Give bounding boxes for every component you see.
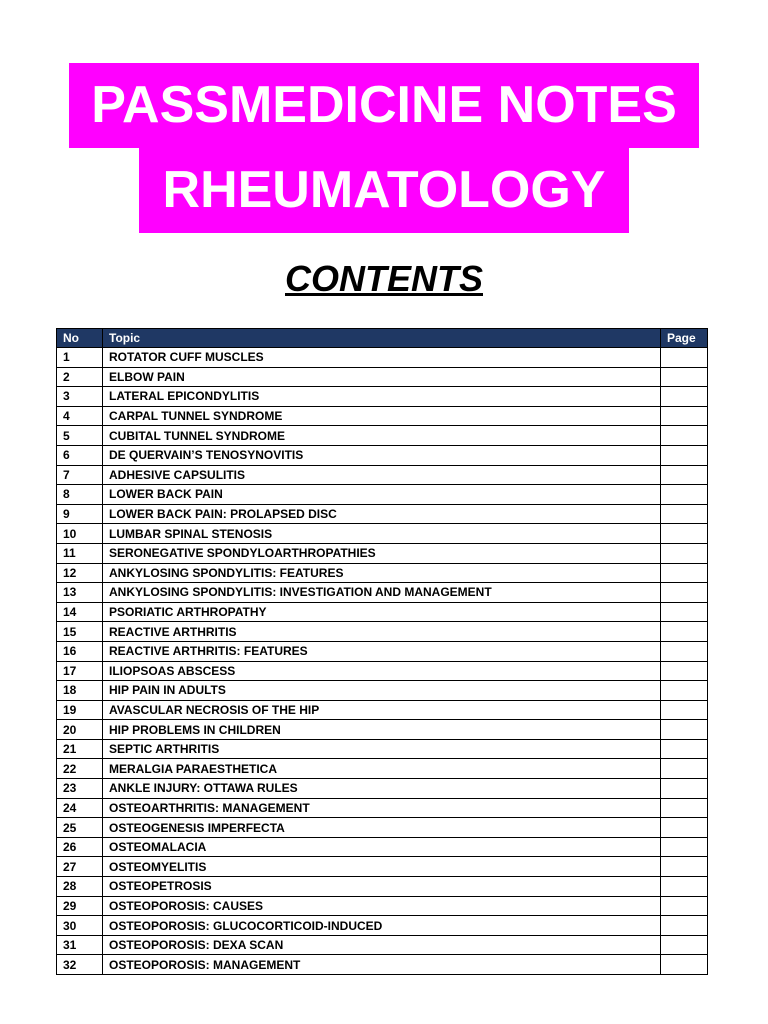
row-number: 3: [57, 387, 103, 407]
row-page: [661, 877, 708, 897]
row-number: 14: [57, 602, 103, 622]
row-topic: ANKLE INJURY: OTTAWA RULES: [103, 779, 661, 799]
table-row: [57, 818, 708, 838]
row-topic: LOWER BACK PAIN: [103, 485, 661, 505]
row-number: 20: [57, 720, 103, 740]
document-title: [69, 63, 699, 233]
table-row: [57, 661, 708, 681]
row-page: [661, 661, 708, 681]
row-topic: OSTEOPETROSIS: [103, 877, 661, 897]
row-page: [661, 896, 708, 916]
row-topic: OSTEOPOROSIS: GLUCOCORTICOID-INDUCED: [103, 916, 661, 936]
row-number: 22: [57, 759, 103, 779]
table-row: [57, 641, 708, 661]
table-row: [57, 759, 708, 779]
row-topic: OSTEOMYELITIS: [103, 857, 661, 877]
row-topic: OSTEOPOROSIS: DEXA SCAN: [103, 935, 661, 955]
table-row: [57, 681, 708, 701]
row-topic: ANKYLOSING SPONDYLITIS: INVESTIGATION AND MANAGEMENT: [103, 583, 661, 603]
row-topic: LATERAL EPICONDYLITIS: [103, 387, 661, 407]
table-row: [57, 700, 708, 720]
row-number: 15: [57, 622, 103, 642]
row-page: [661, 916, 708, 936]
header-no: No: [57, 329, 103, 348]
row-topic: ROTATOR CUFF MUSCLES: [103, 348, 661, 368]
row-page: [661, 485, 708, 505]
row-topic: REACTIVE ARTHRITIS: FEATURES: [103, 641, 661, 661]
row-page: [661, 445, 708, 465]
row-number: 28: [57, 877, 103, 897]
row-number: 2: [57, 367, 103, 387]
table-row: [57, 563, 708, 583]
row-topic: ELBOW PAIN: [103, 367, 661, 387]
row-number: 21: [57, 739, 103, 759]
contents-heading: CONTENTS: [285, 258, 483, 299]
row-number: 4: [57, 406, 103, 426]
row-number: 8: [57, 485, 103, 505]
row-page: [661, 641, 708, 661]
contents-table: [56, 328, 708, 975]
row-page: [661, 739, 708, 759]
table-row: [57, 916, 708, 936]
table-row: [57, 798, 708, 818]
table-row: [57, 367, 708, 387]
row-page: [661, 583, 708, 603]
row-page: [661, 681, 708, 701]
row-page: [661, 465, 708, 485]
title-line-2: RHEUMATOLOGY: [139, 148, 629, 233]
row-number: 1: [57, 348, 103, 368]
row-topic: ILIOPSOAS ABSCESS: [103, 661, 661, 681]
table-row: [57, 857, 708, 877]
row-number: 6: [57, 445, 103, 465]
table-row: [57, 465, 708, 485]
row-topic: ANKYLOSING SPONDYLITIS: FEATURES: [103, 563, 661, 583]
row-topic: REACTIVE ARTHRITIS: [103, 622, 661, 642]
row-page: [661, 387, 708, 407]
row-page: [661, 955, 708, 975]
table-row: [57, 406, 708, 426]
row-page: [661, 348, 708, 368]
row-number: 26: [57, 837, 103, 857]
row-number: 29: [57, 896, 103, 916]
row-page: [661, 602, 708, 622]
row-number: 17: [57, 661, 103, 681]
row-topic: OSTEOMALACIA: [103, 837, 661, 857]
row-number: 16: [57, 641, 103, 661]
table-row: [57, 543, 708, 563]
row-topic: CARPAL TUNNEL SYNDROME: [103, 406, 661, 426]
row-topic: ADHESIVE CAPSULITIS: [103, 465, 661, 485]
row-page: [661, 837, 708, 857]
table-row: [57, 348, 708, 368]
row-topic: OSTEOARTHRITIS: MANAGEMENT: [103, 798, 661, 818]
row-topic: LOWER BACK PAIN: PROLAPSED DISC: [103, 504, 661, 524]
row-page: [661, 700, 708, 720]
table-row: [57, 504, 708, 524]
table-row: [57, 935, 708, 955]
table-body: [57, 348, 708, 975]
table-row: [57, 739, 708, 759]
table-header-row: [57, 329, 708, 348]
row-number: 10: [57, 524, 103, 544]
row-page: [661, 367, 708, 387]
row-page: [661, 759, 708, 779]
table-row: [57, 955, 708, 975]
table-row: [57, 779, 708, 799]
row-page: [661, 406, 708, 426]
row-topic: PSORIATIC ARTHROPATHY: [103, 602, 661, 622]
header-page: Page: [661, 329, 708, 348]
row-number: 25: [57, 818, 103, 838]
table-row: [57, 896, 708, 916]
row-topic: OSTEOPOROSIS: CAUSES: [103, 896, 661, 916]
row-page: [661, 622, 708, 642]
row-page: [661, 524, 708, 544]
row-page: [661, 543, 708, 563]
table-row: [57, 837, 708, 857]
row-page: [661, 798, 708, 818]
row-number: 13: [57, 583, 103, 603]
table-row: [57, 877, 708, 897]
row-number: 30: [57, 916, 103, 936]
table-row: [57, 426, 708, 446]
row-page: [661, 563, 708, 583]
row-topic: LUMBAR SPINAL STENOSIS: [103, 524, 661, 544]
row-topic: HIP PROBLEMS IN CHILDREN: [103, 720, 661, 740]
row-number: 12: [57, 563, 103, 583]
header-topic: Topic: [103, 329, 661, 348]
row-topic: OSTEOGENESIS IMPERFECTA: [103, 818, 661, 838]
title-line-1: PASSMEDICINE NOTES: [69, 63, 699, 148]
row-number: 24: [57, 798, 103, 818]
row-number: 5: [57, 426, 103, 446]
row-number: 9: [57, 504, 103, 524]
table-row: [57, 602, 708, 622]
row-topic: MERALGIA PARAESTHETICA: [103, 759, 661, 779]
row-topic: CUBITAL TUNNEL SYNDROME: [103, 426, 661, 446]
row-page: [661, 818, 708, 838]
row-number: 32: [57, 955, 103, 975]
table-row: [57, 622, 708, 642]
row-number: 11: [57, 543, 103, 563]
row-topic: DE QUERVAIN’S TENOSYNOVITIS: [103, 445, 661, 465]
row-page: [661, 426, 708, 446]
row-number: 19: [57, 700, 103, 720]
table-row: [57, 387, 708, 407]
row-number: 23: [57, 779, 103, 799]
table-row: [57, 524, 708, 544]
row-topic: OSTEOPOROSIS: MANAGEMENT: [103, 955, 661, 975]
row-number: 27: [57, 857, 103, 877]
row-number: 7: [57, 465, 103, 485]
row-topic: AVASCULAR NECROSIS OF THE HIP: [103, 700, 661, 720]
row-page: [661, 857, 708, 877]
table-row: [57, 485, 708, 505]
row-page: [661, 504, 708, 524]
table-row: [57, 583, 708, 603]
row-number: 31: [57, 935, 103, 955]
row-topic: SERONEGATIVE SPONDYLOARTHROPATHIES: [103, 543, 661, 563]
row-page: [661, 779, 708, 799]
row-topic: HIP PAIN IN ADULTS: [103, 681, 661, 701]
row-number: 18: [57, 681, 103, 701]
row-topic: SEPTIC ARTHRITIS: [103, 739, 661, 759]
row-page: [661, 720, 708, 740]
row-page: [661, 935, 708, 955]
table-row: [57, 720, 708, 740]
table-row: [57, 445, 708, 465]
